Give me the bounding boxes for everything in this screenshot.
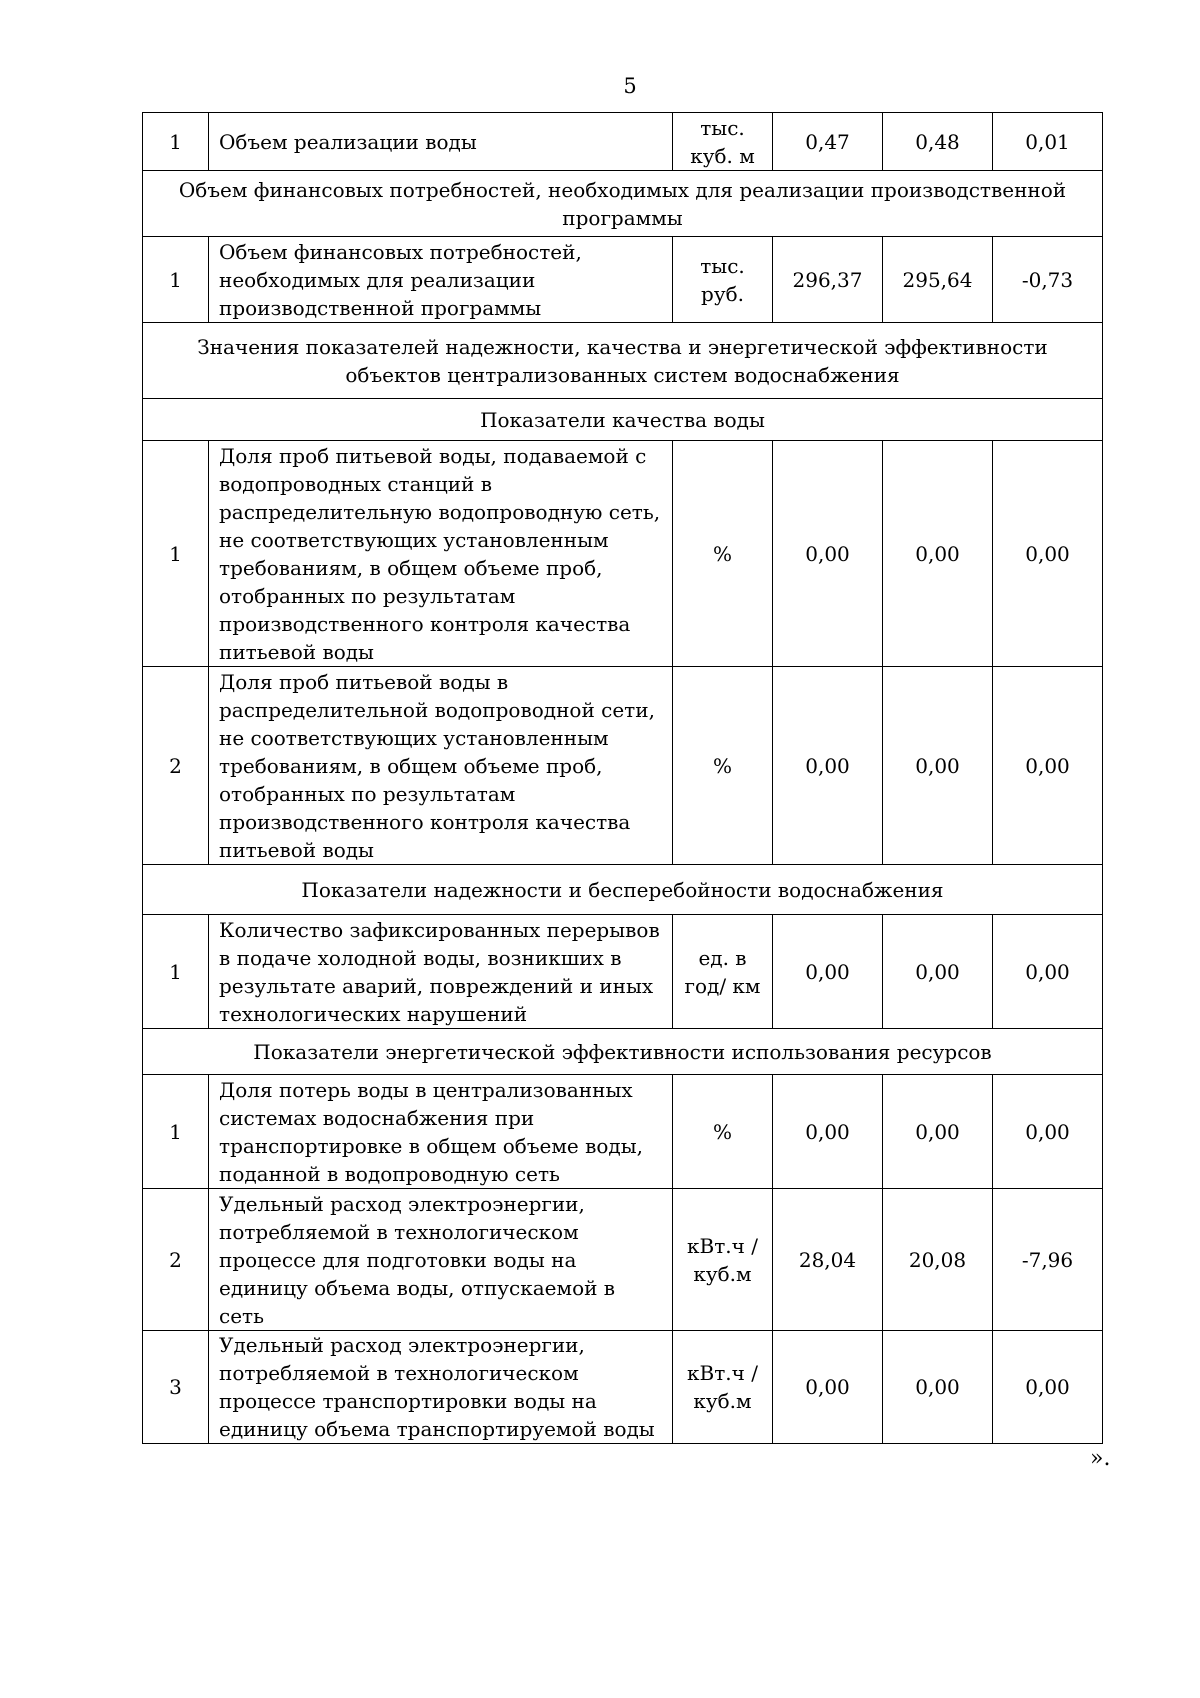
- section-header-row: [143, 171, 1103, 237]
- value-1: 0,00: [773, 1075, 883, 1189]
- unit-of-measure: тыс. руб.: [673, 237, 773, 323]
- value-1: 296,37: [773, 237, 883, 323]
- indicator-name: Удельный расход электроэнергии, потребляемой в технологическом процессе для подготовки воды на единицу объема воды, отпускаемой в сеть: [209, 1189, 673, 1331]
- indicator-name: Удельный расход электроэнергии, потребляемой в технологическом процессе транспортировки воды на единицу объема транспортируемой воды: [209, 1331, 673, 1444]
- value-1: 0,00: [773, 1331, 883, 1444]
- value-3: 0,00: [993, 1075, 1103, 1189]
- unit-of-measure: %: [673, 667, 773, 865]
- row-number: 1: [143, 1075, 209, 1189]
- value-3: 0,00: [993, 1331, 1103, 1444]
- row-number: 1: [143, 113, 209, 171]
- row-number: 2: [143, 1189, 209, 1331]
- indicator-name: Доля потерь воды в централизованных системах водоснабжения при транспортировке в общем объеме воды, поданной в водопроводную сеть: [209, 1075, 673, 1189]
- row-number: 1: [143, 915, 209, 1029]
- value-1: 0,00: [773, 441, 883, 667]
- value-1: 0,47: [773, 113, 883, 171]
- section-header-row: [143, 399, 1103, 441]
- value-2: 0,00: [883, 667, 993, 865]
- row-number: 2: [143, 667, 209, 865]
- unit-of-measure: %: [673, 441, 773, 667]
- table-row: [143, 1331, 1103, 1444]
- table-row: [143, 667, 1103, 865]
- page-number: 5: [623, 74, 637, 98]
- row-number: 3: [143, 1331, 209, 1444]
- section-header-row: [143, 1029, 1103, 1075]
- table-row: [143, 113, 1103, 171]
- value-2: 295,64: [883, 237, 993, 323]
- row-number: 1: [143, 237, 209, 323]
- value-3: 0,00: [993, 441, 1103, 667]
- unit-of-measure: ед. в год/ км: [673, 915, 773, 1029]
- value-3: -0,73: [993, 237, 1103, 323]
- unit-of-measure: кВт.ч / куб.м: [673, 1189, 773, 1331]
- indicator-name: Объем реализации воды: [209, 113, 673, 171]
- section-title: Значения показателей надежности, качества и энергетической эффективности объектов централизованных систем водоснабжения: [143, 323, 1103, 399]
- indicators-table: [142, 112, 1103, 1444]
- value-2: 20,08: [883, 1189, 993, 1331]
- value-1: 0,00: [773, 915, 883, 1029]
- value-3: -7,96: [993, 1189, 1103, 1331]
- table-row: [143, 915, 1103, 1029]
- unit-of-measure: тыс. куб. м: [673, 113, 773, 171]
- table-row: [143, 237, 1103, 323]
- section-title: Показатели качества воды: [143, 399, 1103, 441]
- value-2: 0,00: [883, 915, 993, 1029]
- indicator-name: Доля проб питьевой воды в распределительной водопроводной сети, не соответствующих установленным требованиям, в общем объеме проб, отобранных по результатам производственного контроля качества питьевой воды: [209, 667, 673, 865]
- table-row: [143, 1075, 1103, 1189]
- unit-of-measure: кВт.ч / куб.м: [673, 1331, 773, 1444]
- value-2: 0,48: [883, 113, 993, 171]
- section-title: Объем финансовых потребностей, необходимых для реализации производственной программы: [143, 171, 1103, 237]
- value-3: 0,00: [993, 667, 1103, 865]
- value-3: 0,00: [993, 915, 1103, 1029]
- section-header-row: [143, 865, 1103, 915]
- value-1: 28,04: [773, 1189, 883, 1331]
- table-row: [143, 1189, 1103, 1331]
- indicator-name: Количество зафиксированных перерывов в подаче холодной воды, возникших в результате аварий, повреждений и иных технологических нарушений: [209, 915, 673, 1029]
- table-row: [143, 441, 1103, 667]
- value-1: 0,00: [773, 667, 883, 865]
- closing-quote-mark: ».: [1090, 1446, 1111, 1471]
- section-title: Показатели надежности и бесперебойности водоснабжения: [143, 865, 1103, 915]
- value-2: 0,00: [883, 1075, 993, 1189]
- indicator-name: Объем финансовых потребностей, необходимых для реализации производственной программы: [209, 237, 673, 323]
- value-2: 0,00: [883, 441, 993, 667]
- section-title: Показатели энергетической эффективности использования ресурсов: [143, 1029, 1103, 1075]
- value-3: 0,01: [993, 113, 1103, 171]
- section-header-row: [143, 323, 1103, 399]
- indicator-name: Доля проб питьевой воды, подаваемой с водопроводных станций в распределительную водопроводную сеть, не соответствующих установленным требованиям, в общем объеме проб, отобранных по результатам производственного контроля качества питьевой воды: [209, 441, 673, 667]
- value-2: 0,00: [883, 1331, 993, 1444]
- row-number: 1: [143, 441, 209, 667]
- unit-of-measure: %: [673, 1075, 773, 1189]
